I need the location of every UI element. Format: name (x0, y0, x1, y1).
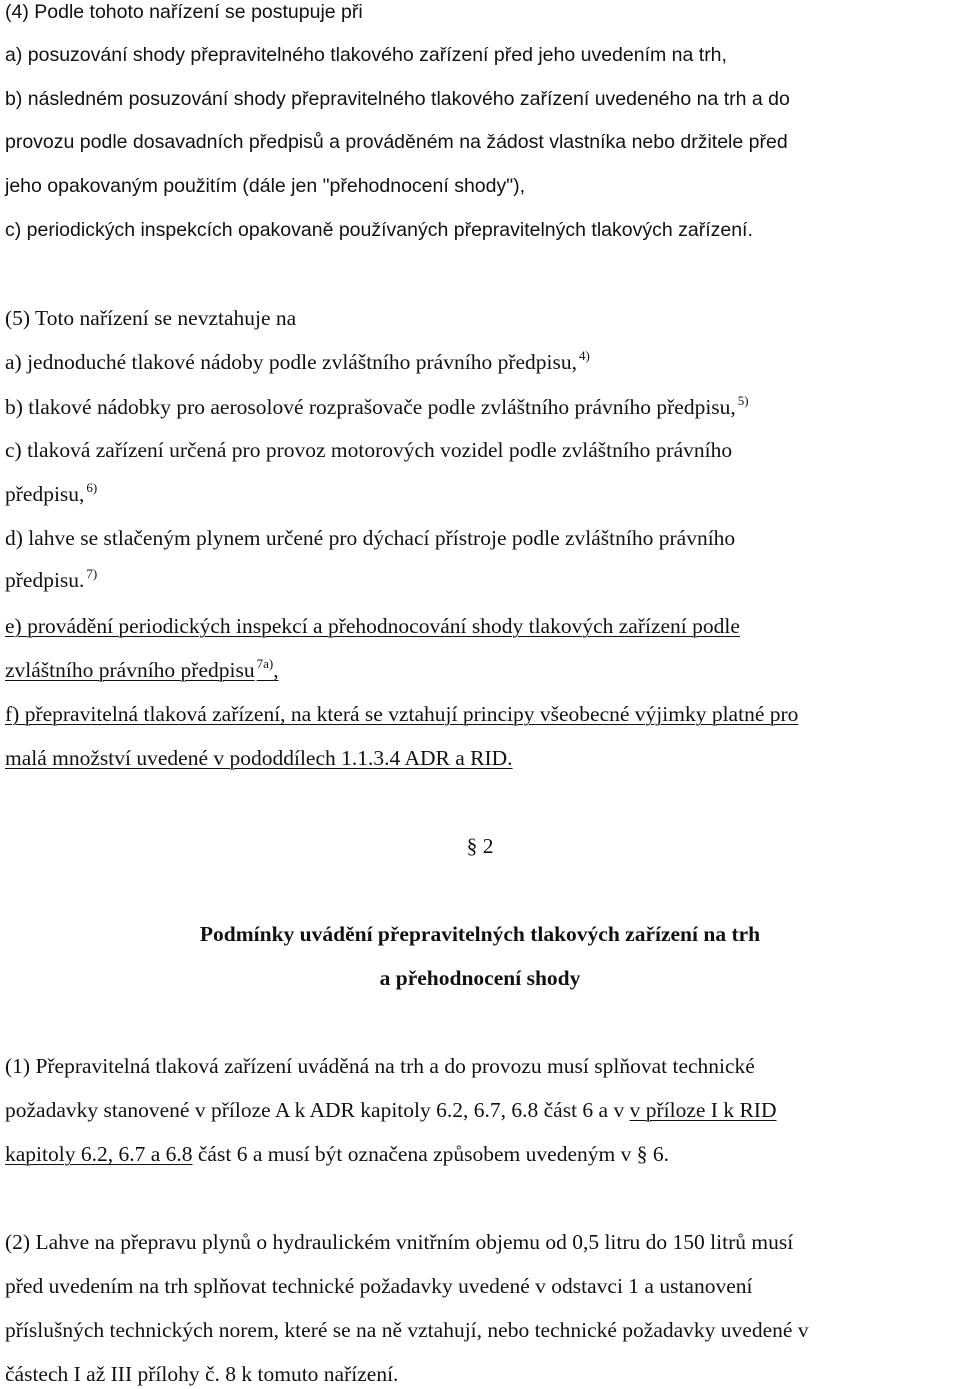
p5-item-c-line-2 (5, 480, 97, 508)
p5-item-e-line-1: e) provádění periodických inspekcí a přehodnocování shody tlakových zařízení podle (5, 614, 740, 638)
section-title-line-2: a přehodnocení shody (379, 966, 581, 990)
footnote-ref-4: 4) (579, 348, 590, 363)
s2-line-4: částech I až III přílohy č. 8 k tomuto nařízení. (5, 1362, 399, 1386)
p4-line-2: a) posuzování shody přepravitelného tlakového zařízení před jeho uvedením na trh, (5, 44, 727, 66)
section-title-line-1: Podmínky uvádění přepravitelných tlakových zařízení na trh (199, 922, 761, 946)
footnote-ref-6: 6) (86, 480, 98, 495)
p5-line-1: (5) Toto nařízení se nevztahuje na (5, 306, 297, 330)
s1-line-3-text: část 6 a musí být označena způsobem uvedeným v § 6. (192, 1142, 669, 1166)
p5-item-a (5, 348, 590, 376)
s2-line-1: (2) Lahve na přepravu plynů o hydraulickém vnitřním objemu od 0,5 litru do 150 litrů musí (5, 1230, 794, 1254)
s1-line-2 (5, 1096, 776, 1124)
rid-annex-reference: v příloze I k RID (629, 1098, 777, 1122)
rid-chapters-reference: kapitoly 6.2, 6.7 a 6.8 (5, 1142, 193, 1166)
p4-line-3: b) následném posuzování shody přepravitelného tlakového zařízení uvedeného na trh a do (5, 88, 790, 110)
p5-item-c-text: předpisu, (5, 482, 85, 506)
section-number: § 2 (466, 834, 494, 858)
p5-item-e-line-2 (5, 656, 279, 684)
p5-item-a-text: a) jednoduché tlakové nádoby podle zvláštního právního předpisu, (5, 350, 577, 374)
s2-line-2: před uvedením na trh splňovat technické požadavky uvedené v odstavci 1 a ustanovení (5, 1274, 753, 1298)
footnote-ref-7: 7) (86, 566, 98, 581)
p5-item-d-text: předpisu. (5, 568, 85, 592)
p4-line-6: c) periodických inspekcích opakovaně používaných přepravitelných tlakových zařízení. (5, 219, 753, 241)
p4-line-5: jeho opakovaným použitím (dále jen "přehodnocení shody"), (5, 175, 526, 197)
s1-line-2-text: požadavky stanovené v příloze A k ADR kapitoly 6.2, 6.7, 6.8 část 6 a v (5, 1098, 630, 1122)
s1-line-3 (5, 1140, 669, 1168)
p4-line-1: (4) Podle tohoto nařízení se postupuje při (5, 1, 363, 23)
p5-item-f-line-1: f) přepravitelná tlaková zařízení, na která se vztahují principy všeobecné výjimky platné pro (5, 702, 799, 726)
p5-item-e-text: zvláštního právního předpisu (5, 658, 255, 682)
p5-item-b-text: b) tlakové nádobky pro aerosolové rozprašovače podle zvláštního právního předpisu, (5, 395, 736, 419)
p5-item-c-line-1: c) tlaková zařízení určená pro provoz motorových vozidel podle zvláštního právního (5, 438, 733, 462)
footnote-ref-7a: 7a) (256, 656, 274, 671)
footnote-ref-5: 5) (737, 393, 749, 408)
s1-line-1: (1) Přepravitelná tlaková zařízení uváděná na trh a do provozu musí splňovat technické (5, 1054, 755, 1078)
p5-item-f-line-2: malá množství uvedené v pododdílech 1.1.3.4 ADR a RID. (5, 746, 513, 770)
p5-item-b (5, 393, 749, 421)
p4-line-4: provozu podle dosavadních předpisů a prováděném na žádost vlastníka nebo držitele před (5, 131, 788, 153)
p5-item-d-line-2 (5, 566, 97, 594)
s2-line-3: příslušných technických norem, které se na ně vztahují, nebo technické požadavky uvedené v (5, 1318, 809, 1342)
p5-item-d-line-1: d) lahve se stlačeným plynem určené pro dýchací přístroje podle zvláštního právního (5, 526, 736, 550)
p5-item-e-tail: , (273, 658, 279, 682)
